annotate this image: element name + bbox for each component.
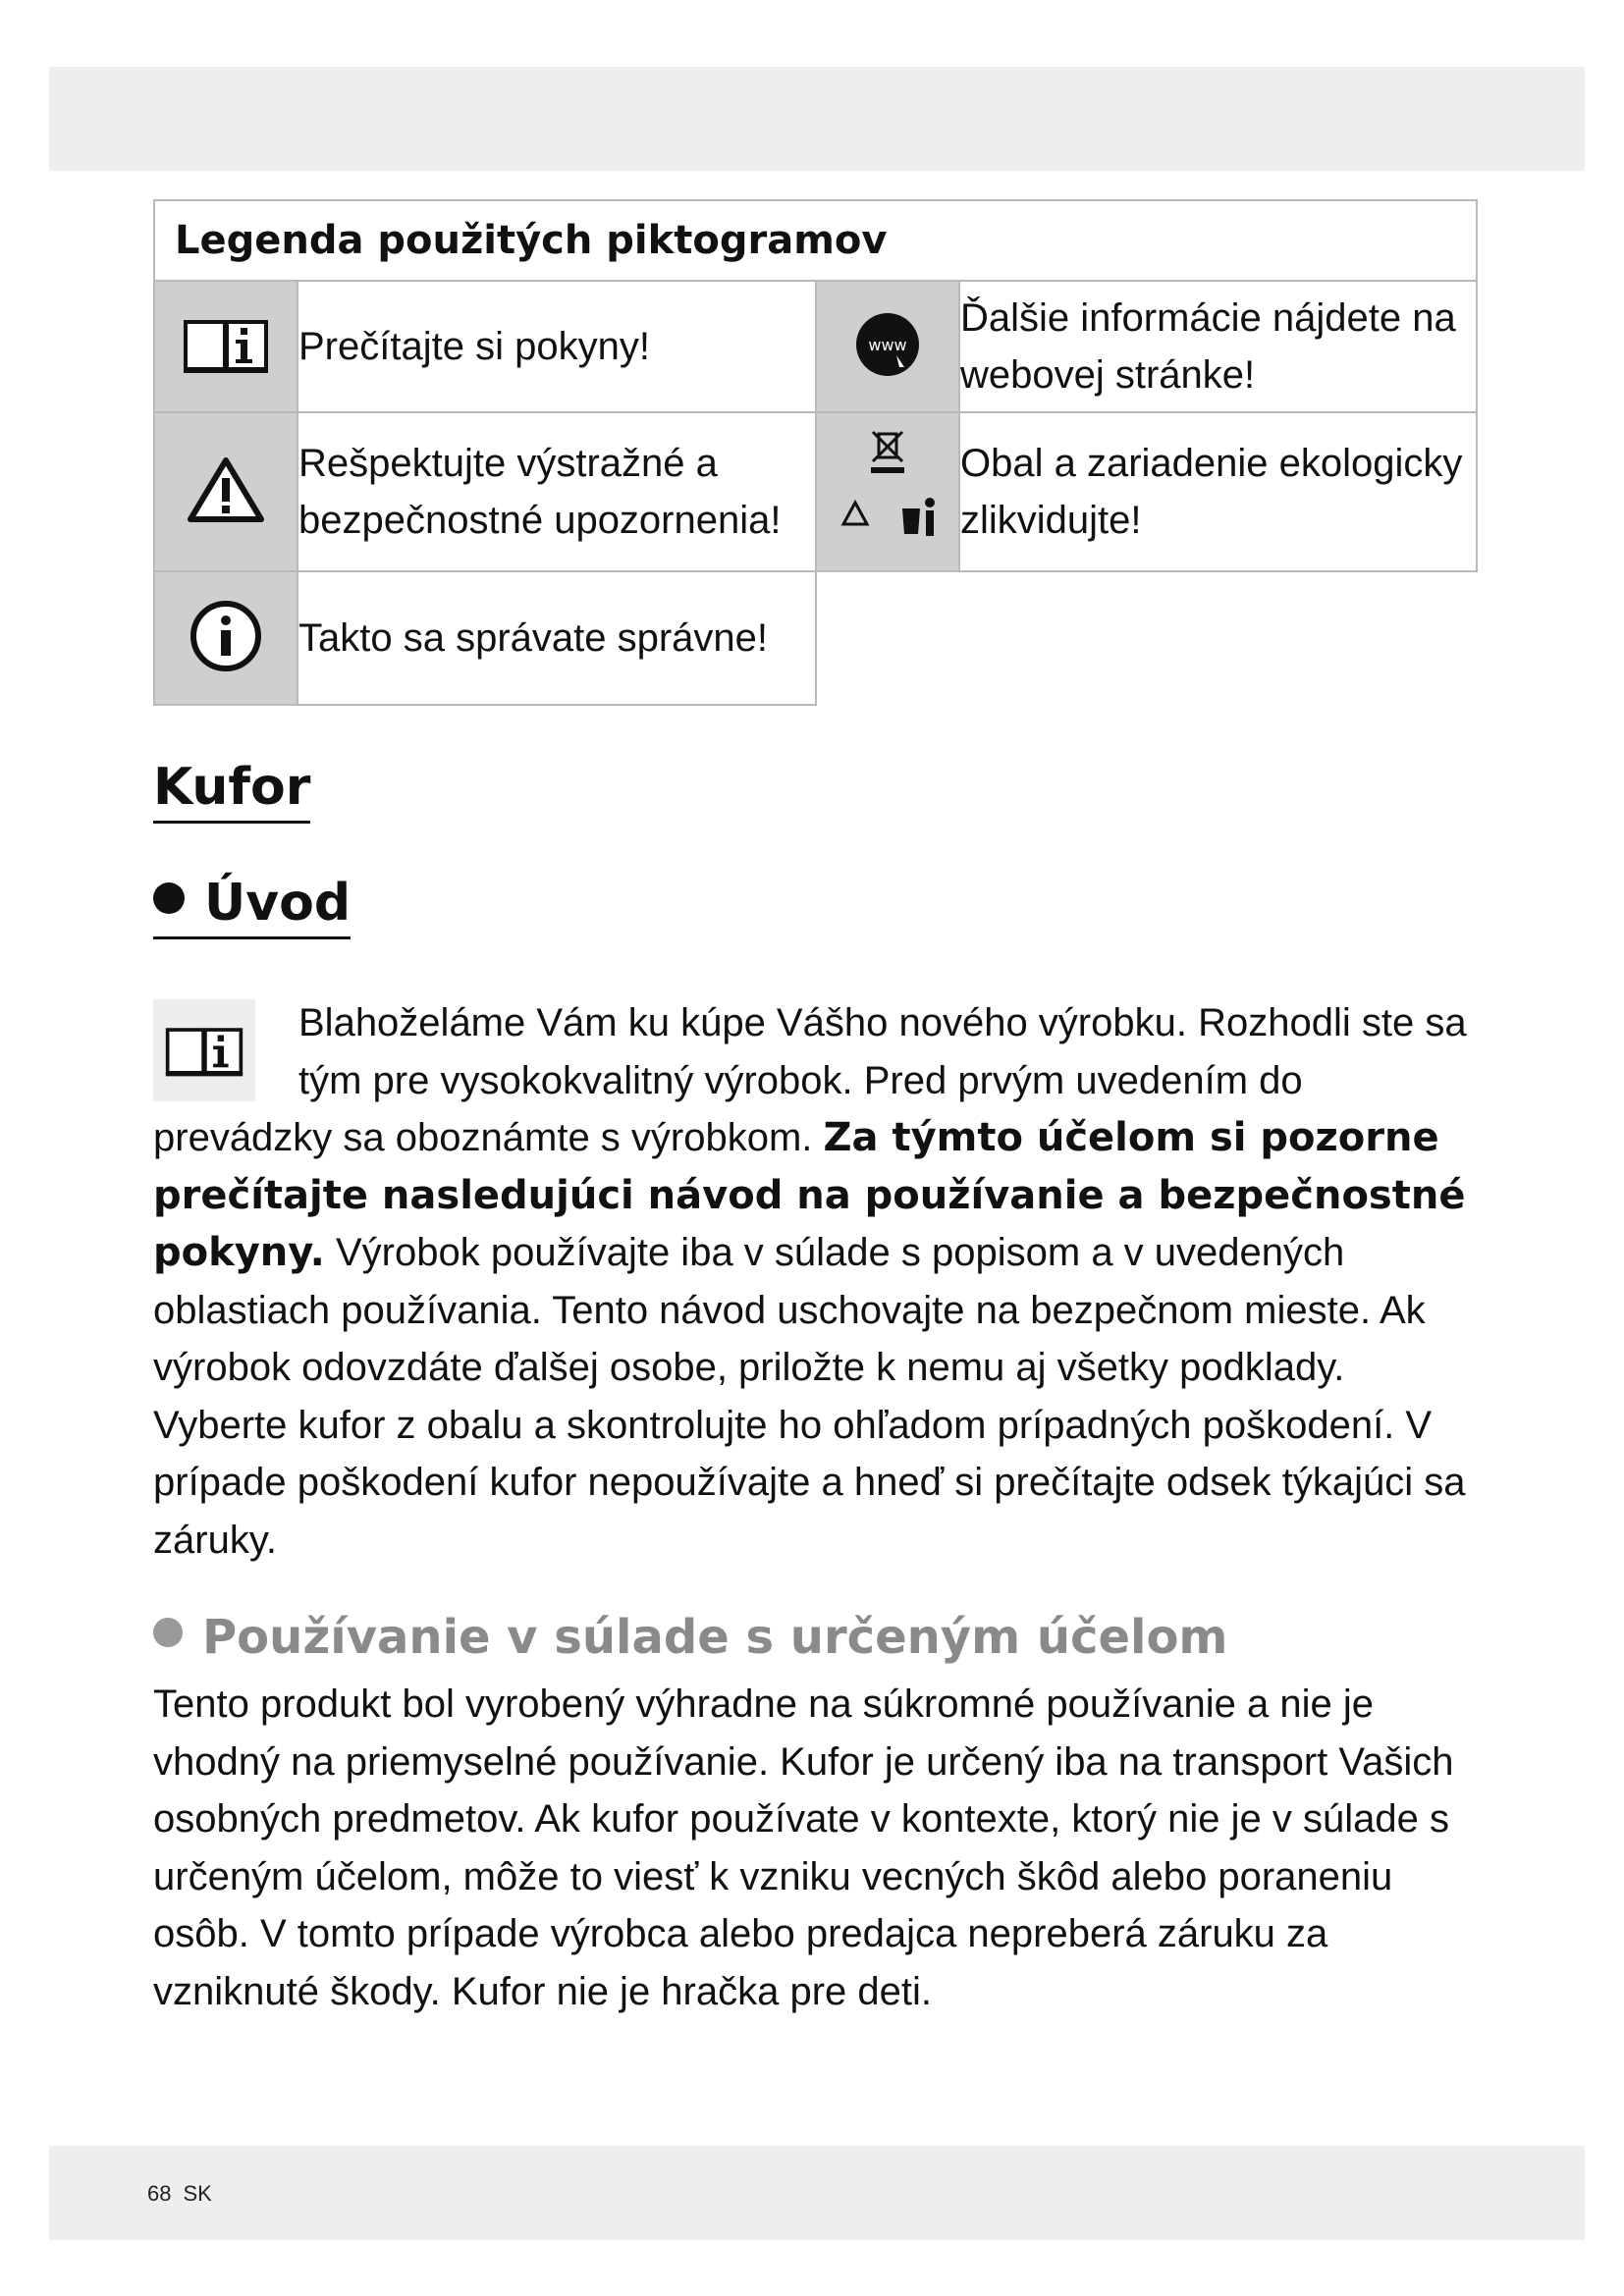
intended-use-heading <box>153 1610 1227 1665</box>
intro-paragraph <box>153 994 1479 1569</box>
legend-icon-cell <box>154 281 298 412</box>
intro-text-2: Výrobok používajte iba v súlade s popisom a v uvedených oblastiach používania. Tento návod uschovajte na bezpečnom mieste. Ak výrobok odovzdáte ďalšej osobe, priložte k nemu aj všetky podklady. Vyberte kufor z obalu a skontrolujte ho ohľadom prípadných poškodení. V prípade poškodení kufor nepoužívajte a hneď si prečítajte odsek týkajúci sa záruky. <box>153 1231 1466 1562</box>
book-info-icon <box>153 999 255 1101</box>
intro-heading <box>153 874 351 939</box>
legend-text: Obal a zariadenie ekologicky zlikvidujte! <box>959 412 1477 571</box>
intro-heading-text: Úvod <box>204 874 352 933</box>
legend-text: Takto sa správate správne! <box>298 571 816 705</box>
legend-title: Legenda použitých piktogramov <box>154 200 1477 281</box>
www-icon <box>853 310 922 379</box>
legend-icon-cell <box>816 412 959 571</box>
language-code: SK <box>183 2181 212 2206</box>
intended-use-heading-text: Používanie v súlade s určeným účelom <box>202 1610 1228 1665</box>
page-footer <box>147 2181 212 2207</box>
recycling-disposal-icon <box>834 426 942 554</box>
info-circle-icon <box>189 599 263 673</box>
intended-use-paragraph: Tento produkt bol vyrobený výhradne na súkromné používanie a nie je vhodný na priemyselné používanie. Kufor je určený iba na transport Vašich osobných predmetov. Ak kufor používate v kontexte, ktorý nie je v súlade s určeným účelom, môže to viesť k vzniku vecných škôd alebo poraneniu osôb. V tomto prípade výrobca alebo predajca nepreberá záruku za vzniknuté škody. Kufor nie je hračka pre deti. <box>153 1682 1454 2013</box>
legend-text: Prečítajte si pokyny! <box>298 281 816 412</box>
bullet-dot-icon <box>153 882 185 914</box>
bullet-dot-icon <box>153 1618 183 1647</box>
legend-icon-cell <box>154 571 298 705</box>
legend-text: Rešpektujte výstražné a bezpečnostné upozornenia! <box>298 412 816 571</box>
legend-icon-cell <box>816 281 959 412</box>
header-band <box>49 67 1585 171</box>
intro-text-bold: Za týmto účelom si pozorne prečítajte nasledujúci návod na používanie a bezpečnostné pokyny. <box>153 1115 1466 1275</box>
warning-triangle-icon <box>187 454 265 525</box>
intro-text-1: Blahoželáme Vám ku kúpe Vášho nového výrobku. Rozhodli ste sa tým pre vysokokvalitný výrobok. Pred prvým uvedením do prevádzky sa oboznámte s výrobkom. <box>153 1001 1467 1159</box>
www-label: www <box>868 335 907 354</box>
page-number: 68 <box>147 2181 172 2206</box>
legend-icon-cell <box>154 412 298 571</box>
book-info-icon <box>182 312 270 377</box>
legend-text: Ďalšie informácie nájdete na webovej stránke! <box>959 281 1477 412</box>
pictogram-legend-table <box>153 199 1478 706</box>
footer-band <box>49 2146 1585 2240</box>
product-heading: Kufor <box>153 758 310 824</box>
